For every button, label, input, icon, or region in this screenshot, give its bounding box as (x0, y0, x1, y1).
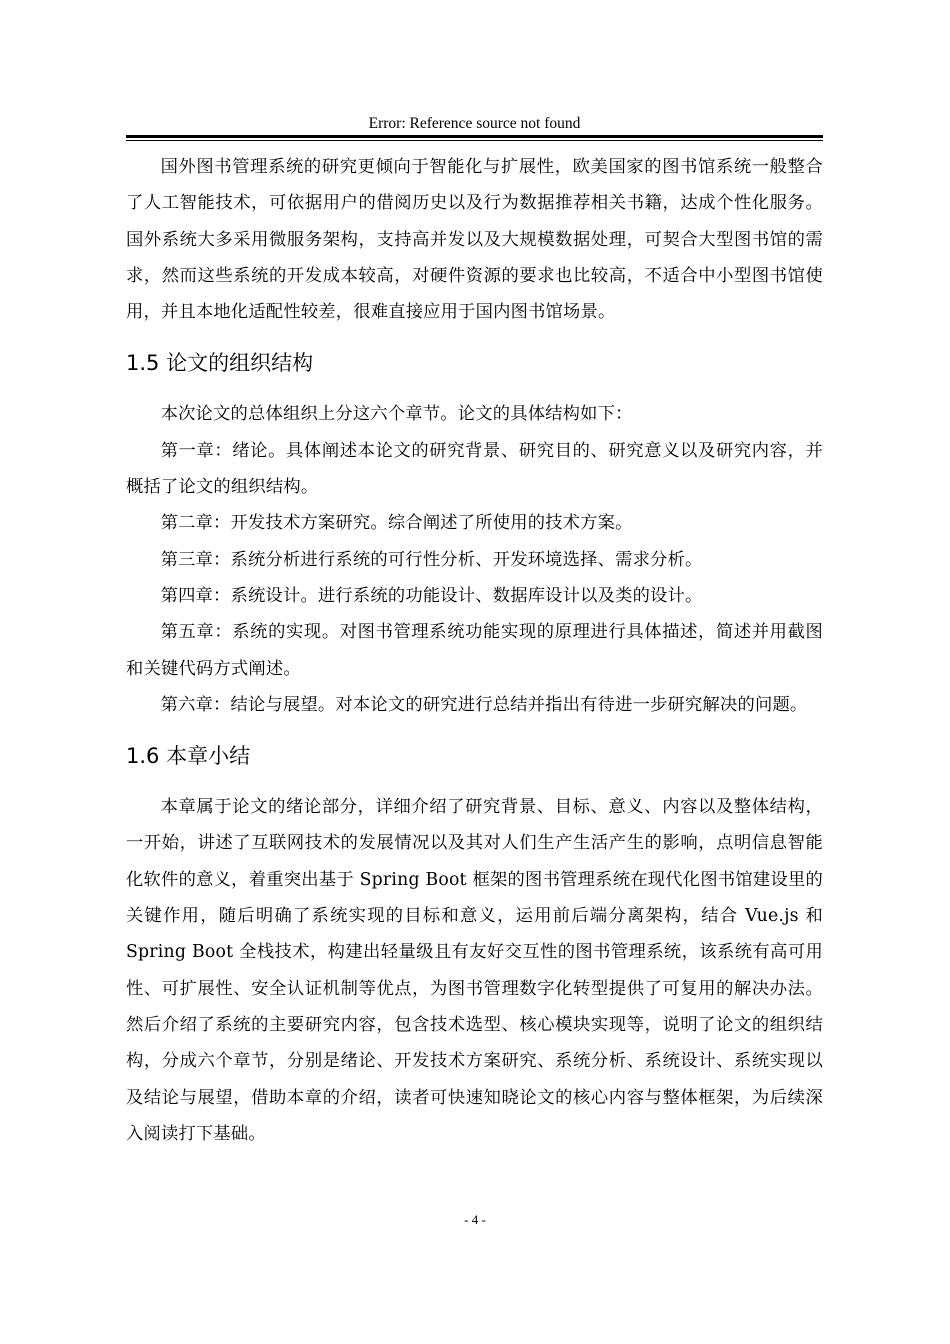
intro-paragraph: 国外图书管理系统的研究更倾向于智能化与扩展性，欧美国家的图书馆系统一般整合了人工智能技术，可依据用户的借阅历史以及行为数据推荐相关书籍，达成个性化服务。国外系统大多采用微服务架构，支持高并发以及大规模数据处理，可契合大型图书馆的需求，然而这些系统的开发成本较高，对硬件资源的要求也比较高，不适合中小型图书馆使用，并且本地化适配性较差，很难直接应用于国内图书馆场景。 (126, 157, 823, 323)
running-header: Error: Reference source not found (368, 115, 581, 132)
section-heading-1-6: 1.6 本章小结 (126, 744, 251, 769)
header-rule-thin (126, 140, 823, 141)
paragraph: 本次论文的总体组织上分这六个章节。论文的具体结构如下： (160, 404, 633, 425)
section-heading-1-5: 1.5 论文的组织结构 (126, 351, 314, 376)
chapter-6-description: 第六章：结论与展望。对本论文的研究进行总结并指出有待进一步研究解决的问题。 (160, 694, 808, 715)
page-number: - 4 - (464, 1212, 486, 1227)
header-rule-thick (126, 135, 823, 138)
chapter-1-description: 第一章：绪论。具体阐述本论文的研究背景、研究目的、研究意义以及研究内容，并概括了论文的组织结构。 (126, 440, 823, 498)
chapter-2-description: 第二章：开发技术方案研究。综合阐述了所使用的技术方案。 (160, 513, 633, 534)
chapter-summary-paragraph: 本章属于论文的绪论部分，详细介绍了研究背景、目标、意义、内容以及整体结构，一开始，讲述了互联网技术的发展情况以及其对人们生产生活产生的影响，点明信息智能化软件的意义，着重突出基于 Spring Boot 框架的图书管理系统在现代化图书馆建设里的关键作用，随后明确了系统实现的目标和意义，运用前后端分离架构，结合 Vue.js 和 Spring Boot 全栈技术，构建出轻量级且有友好交互性的图书管理系统，该系统有高可用性、可扩展性、安全认证机制等优点，为图书管理数字化转型提供了可复用的解决办法。然后介绍了系统的主要研究内容，包含技术选型、核心模块实现等，说明了论文的组织结构，分成六个章节，分别是绪论、开发技术方案研究、系统分析、系统设计、系统实现以及结论与展望，借助本章的介绍，读者可快速知晓论文的核心内容与整体框架，为后续深入阅读打下基础。 (126, 797, 823, 1144)
chapter-4-description: 第四章：系统设计。进行系统的功能设计、数据库设计以及类的设计。 (160, 585, 703, 606)
chapter-3-description: 第三章：系统分析进行系统的可行性分析、开发环境选择、需求分析。 (160, 549, 703, 570)
chapter-5-description: 第五章：系统的实现。对图书管理系统功能实现的原理进行具体描述，简述并用截图和关键代码方式阐述。 (126, 622, 823, 679)
body-content (126, 146, 823, 1152)
